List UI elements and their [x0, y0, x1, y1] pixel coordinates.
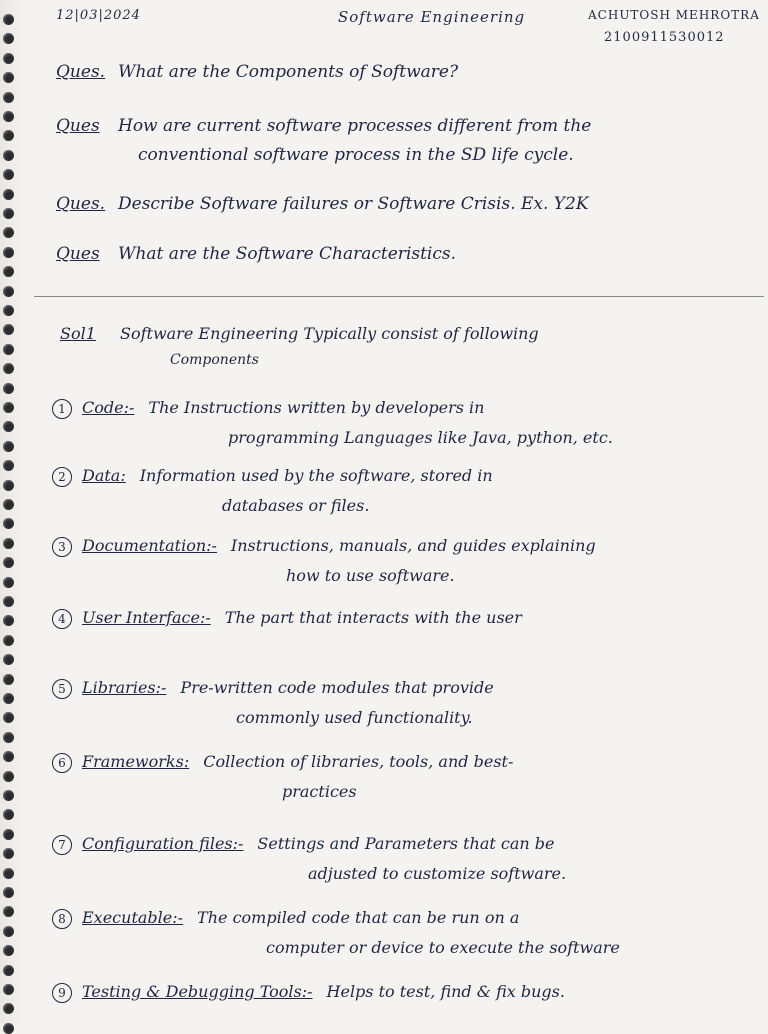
- spiral-hole: [3, 577, 14, 588]
- component-item: [52, 466, 493, 487]
- solution-intro-line2: Components: [170, 352, 259, 368]
- question-text: What are the Components of Software?: [118, 62, 459, 82]
- spiral-hole: [3, 305, 14, 316]
- spiral-hole: [3, 480, 14, 491]
- component-item: [52, 834, 555, 855]
- component-term: Frameworks:: [82, 752, 190, 771]
- header-date: 12|03|2024: [56, 8, 141, 23]
- spiral-hole: [3, 712, 14, 723]
- spiral-hole: [3, 732, 14, 743]
- spiral-hole: [3, 926, 14, 937]
- component-item: [52, 982, 565, 1003]
- spiral-hole: [3, 402, 14, 413]
- spiral-hole: [3, 906, 14, 917]
- spiral-hole: [3, 596, 14, 607]
- question-2-line2: conventional software process in the SD life cycle.: [138, 145, 574, 165]
- component-term: Testing & Debugging Tools:-: [82, 982, 313, 1001]
- component-term: Documentation:-: [82, 536, 217, 555]
- component-term: Code:-: [82, 398, 135, 417]
- component-description: Information used by the software, stored in: [139, 466, 493, 485]
- spiral-hole: [3, 14, 14, 25]
- component-number: 9: [52, 983, 72, 1003]
- spiral-hole: [3, 150, 14, 161]
- component-number: 1: [52, 399, 72, 419]
- component-item: [52, 398, 484, 419]
- spiral-hole: [3, 771, 14, 782]
- component-item: [52, 536, 596, 557]
- component-description: The part that interacts with the user: [224, 608, 522, 627]
- spiral-hole: [3, 460, 14, 471]
- component-description-line2: commonly used functionality.: [236, 708, 473, 727]
- header-subject: Software Engineering: [338, 8, 526, 26]
- spiral-hole: [3, 674, 14, 685]
- question-3: [56, 194, 589, 214]
- question-text: What are the Software Characteristics.: [118, 244, 457, 264]
- spiral-hole: [3, 1023, 14, 1034]
- component-number: 5: [52, 679, 72, 699]
- spiral-hole: [3, 557, 14, 568]
- spiral-hole: [3, 635, 14, 646]
- question-label: Ques.: [56, 62, 106, 82]
- spiral-hole: [3, 344, 14, 355]
- header-roll: 2100911530012: [604, 30, 725, 45]
- solution-intro-line1: Software Engineering Typically consist of following: [120, 324, 539, 343]
- component-description: Pre-written code modules that provide: [180, 678, 494, 697]
- component-number: 7: [52, 835, 72, 855]
- question-text: Describe Software failures or Software Crisis. Ex. Y2K: [118, 194, 589, 214]
- component-term: Libraries:-: [82, 678, 167, 697]
- component-description-line2: databases or files.: [222, 496, 370, 515]
- component-number: 3: [52, 537, 72, 557]
- spiral-hole: [3, 809, 14, 820]
- spiral-hole: [3, 324, 14, 335]
- component-item: [52, 678, 494, 699]
- component-number: 6: [52, 753, 72, 773]
- spiral-hole: [3, 945, 14, 956]
- component-term: Executable:-: [82, 908, 184, 927]
- spiral-hole: [3, 441, 14, 452]
- component-description-line2: how to use software.: [286, 566, 455, 585]
- spiral-hole: [3, 654, 14, 665]
- component-description: Helps to test, find & fix bugs.: [326, 982, 565, 1001]
- component-description: Instructions, manuals, and guides explaining: [230, 536, 596, 555]
- spiral-hole: [3, 169, 14, 180]
- spiral-hole: [3, 615, 14, 626]
- solution-intro: [60, 324, 539, 343]
- component-description: The Instructions written by developers in: [148, 398, 485, 417]
- spiral-hole: [3, 790, 14, 801]
- spiral-hole: [3, 33, 14, 44]
- question-label: Ques: [56, 116, 100, 136]
- spiral-hole: [3, 189, 14, 200]
- component-item: [52, 752, 513, 773]
- spiral-hole: [3, 227, 14, 238]
- spiral-hole: [3, 518, 14, 529]
- component-term: Configuration files:-: [82, 834, 244, 853]
- question-1: [56, 62, 458, 82]
- question-4: [56, 244, 456, 264]
- component-item: [52, 908, 519, 929]
- spiral-hole: [3, 53, 14, 64]
- component-term: Data:: [82, 466, 126, 485]
- spiral-hole: [3, 383, 14, 394]
- spiral-hole: [3, 751, 14, 762]
- component-number: 8: [52, 909, 72, 929]
- component-description-line2: programming Languages like Java, python, etc.: [228, 428, 613, 447]
- question-label: Ques.: [56, 194, 106, 214]
- spiral-hole: [3, 92, 14, 103]
- spiral-hole: [3, 1003, 14, 1014]
- spiral-hole: [3, 72, 14, 83]
- spiral-hole: [3, 286, 14, 297]
- spiral-hole: [3, 887, 14, 898]
- spiral-binding: [0, 0, 18, 1024]
- component-description: Settings and Parameters that can be: [257, 834, 555, 853]
- spiral-hole: [3, 247, 14, 258]
- component-description-line2: adjusted to customize software.: [308, 864, 567, 883]
- divider-line: [34, 296, 764, 297]
- solution-label: Sol1: [60, 324, 96, 343]
- spiral-hole: [3, 421, 14, 432]
- component-description: The compiled code that can be run on a: [197, 908, 520, 927]
- spiral-hole: [3, 848, 14, 859]
- spiral-hole: [3, 868, 14, 879]
- component-description-line2: computer or device to execute the software: [266, 938, 620, 957]
- question-label: Ques: [56, 244, 100, 264]
- spiral-hole: [3, 965, 14, 976]
- question-text: How are current software processes different from the: [118, 116, 592, 136]
- spiral-hole: [3, 130, 14, 141]
- spiral-hole: [3, 538, 14, 549]
- component-term: User Interface:-: [82, 608, 211, 627]
- component-description: Collection of libraries, tools, and best-: [203, 752, 514, 771]
- component-item: [52, 608, 522, 629]
- spiral-hole: [3, 111, 14, 122]
- spiral-hole: [3, 266, 14, 277]
- spiral-hole: [3, 363, 14, 374]
- question-2: [56, 116, 591, 136]
- spiral-hole: [3, 984, 14, 995]
- component-number: 4: [52, 609, 72, 629]
- component-number: 2: [52, 467, 72, 487]
- spiral-hole: [3, 208, 14, 219]
- header-name: ACHUTOSH MEHROTRA: [588, 8, 760, 22]
- spiral-hole: [3, 829, 14, 840]
- spiral-hole: [3, 693, 14, 704]
- component-description-line2: practices: [282, 782, 357, 801]
- spiral-hole: [3, 499, 14, 510]
